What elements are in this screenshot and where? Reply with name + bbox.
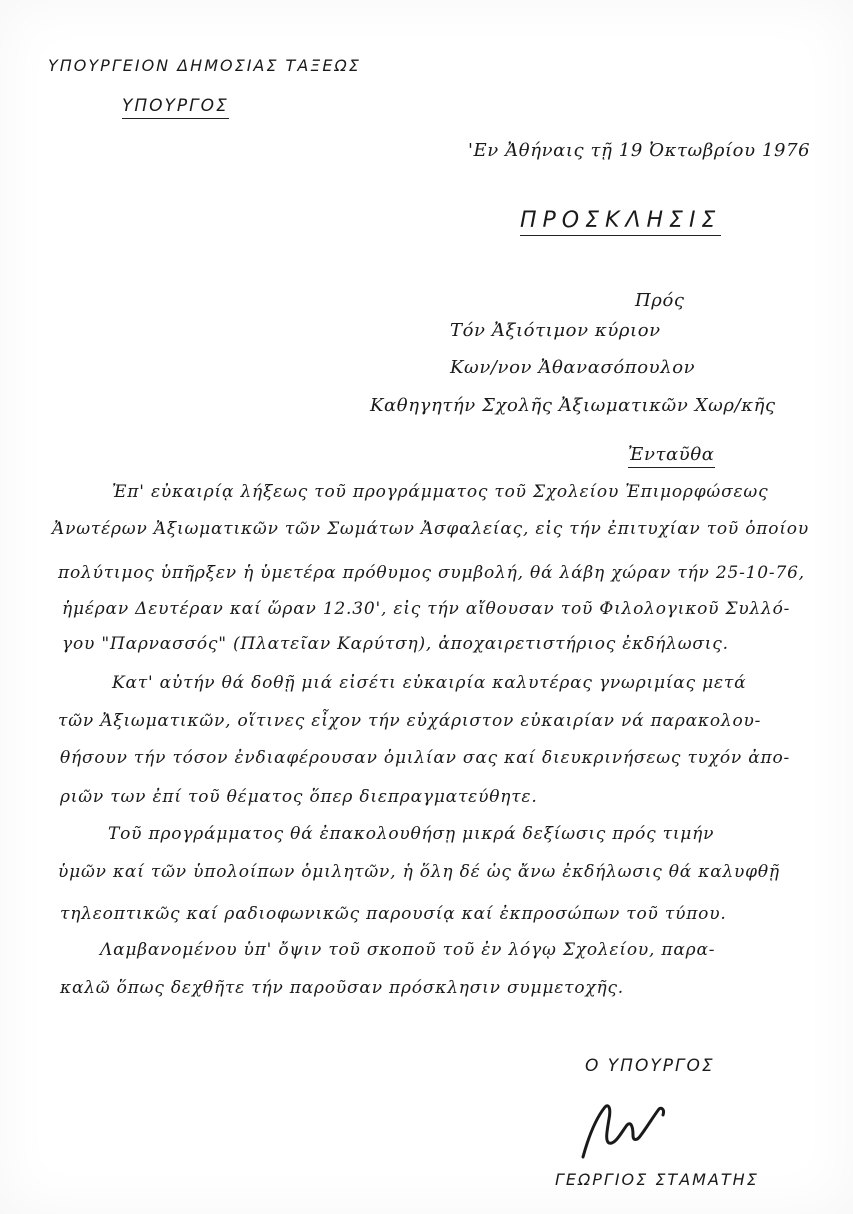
body-line: Ἐπ' εὐκαιρίᾳ λήξεως τοῦ προγράμματος τοῦ Σχολείου Ἐπιμορφώσεως — [112, 482, 769, 502]
body-line: τηλεοπτικῶς καί ραδιοφωνικῶς παρουσίᾳ καί ἐκπροσώπων τοῦ τύπου. — [60, 904, 727, 924]
closing-name: ΓΕΩΡΓΙΟΣ ΣΤΑΜΑΤΗΣ — [555, 1170, 759, 1189]
recipient-line-2: Κων/νον Ἀθανασόπουλον — [450, 357, 696, 378]
body-line: Λαμβανομένου ὑπ' ὄψιν τοῦ σκοποῦ τοῦ ἐν λόγῳ Σχολείου, παρα- — [100, 940, 716, 960]
recipient-to: Πρός — [635, 290, 685, 311]
letter-date: 'Εν Ἀθήναις τῇ 19 Ὀκτωβρίου 1976 — [468, 140, 811, 161]
body-line: καλῶ ὅπως δεχθῆτε τήν παροῦσαν πρόσκλησιν συμμετοχῆς. — [60, 978, 624, 998]
body-line: Ἀνωτέρων Ἀξιωματικῶν τῶν Σωμάτων Ἀσφαλείας, εἰς τήν ἐπιτυχίαν τοῦ ὁποίου — [52, 519, 809, 539]
letter-title: ΠΡΟΣΚΛΗΣΙΣ — [520, 210, 721, 236]
recipient-line-1: Τόν Ἀξιότιμον κύριον — [450, 320, 661, 341]
body-line: γου "Παρνασσός" (Πλατεῖαν Καρύτση), ἀποχαιρετιστήριος ἐκδήλωσις. — [62, 634, 729, 654]
recipient-place: Ἐνταῦθα — [628, 446, 715, 468]
body-line: πολύτιμος ὑπῆρξεν ἡ ὑμετέρα πρόθυμος συμβολή, θά λάβη χώραν τήν 25-10-76, — [58, 563, 805, 583]
closing-role: Ο ΥΠΟΥΡΓΟΣ — [585, 1056, 715, 1076]
body-line: τῶν Ἀξιωματικῶν, οἵτινες εἶχον τήν εὐχάριστον εὐκαιρίαν νά παρακολου- — [58, 711, 762, 731]
handwritten-signature — [575, 1095, 705, 1175]
body-line: ὑμῶν καί τῶν ὑπολοίπων ὁμιλητῶν, ἡ ὅλη δέ ὡς ἄνω ἐκδήλωσις θά καλυφθῇ — [58, 862, 780, 882]
recipient-line-3: Καθηγητήν Σχολῆς Ἀξιωματικῶν Χωρ/κῆς — [370, 395, 776, 416]
body-line: θήσουν τήν τόσον ἐνδιαφέρουσαν ὁμιλίαν σας καί διευκρινήσεως τυχόν ἀπο- — [60, 748, 791, 768]
body-line: Κατ' αὐτήν θά δοθῇ μιά εἰσέτι εὐκαιρία καλυτέρας γνωριμίας μετά — [112, 673, 747, 693]
body-line: ριῶν των ἐπί τοῦ θέματος ὅπερ διεπραγματεύθητε. — [60, 787, 538, 807]
office-header: ΥΠΟΥΡΓΟΣ — [122, 98, 229, 119]
ministry-header: ΥΠΟΥΡΓΕΙΟΝ ΔΗΜΟΣΙΑΣ ΤΑΞΕΩΣ — [48, 56, 361, 75]
body-line: Τοῦ προγράμματος θά ἐπακολουθήσῃ μικρά δεξίωσις πρός τιμήν — [108, 824, 715, 844]
body-line: ἡμέραν Δευτέραν καί ὥραν 12.30', εἰς τήν αἴθουσαν τοῦ Φιλολογικοῦ Συλλό- — [62, 599, 791, 619]
